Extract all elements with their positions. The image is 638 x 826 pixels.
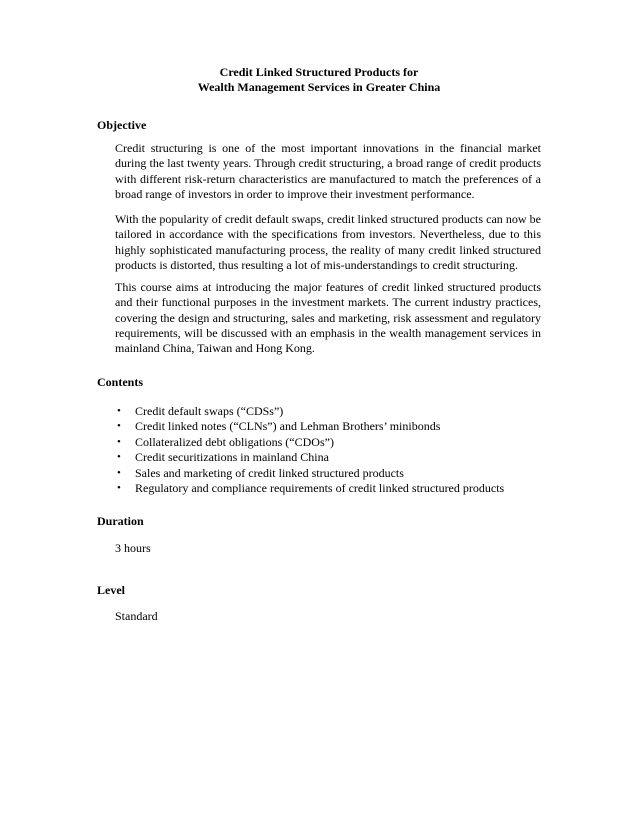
level-value: Standard — [115, 609, 158, 623]
list-item — [115, 466, 541, 481]
document-title-line-1: Credit Linked Structured Products for — [219, 65, 419, 79]
list-item — [115, 404, 541, 419]
list-item-text: Credit default swaps (“CDSs”) — [135, 404, 284, 418]
list-item-text: Regulatory and compliance requirements of credit linked structured products — [135, 481, 505, 496]
list-item — [115, 481, 541, 496]
list-item — [115, 450, 541, 465]
level-heading: Level — [97, 583, 125, 597]
bullet-icon: • — [117, 420, 121, 433]
bullet-icon: • — [117, 451, 121, 464]
duration-value: 3 hours — [115, 541, 151, 555]
contents-list — [115, 404, 541, 496]
objective-paragraph-1: Credit structuring is one of the most important innovations in the financial market during the last twenty years. Through credit structuring, a broad range of credit products with different risk-return characteristics are manufactured to match the preferences of a broad range of investors in order to improve their investment performance. — [115, 141, 541, 201]
list-item-text: Credit linked notes (“CLNs”) and Lehman Brothers’ minibonds — [135, 419, 441, 434]
duration-heading: Duration — [97, 514, 144, 528]
objective-heading: Objective — [97, 118, 147, 132]
bullet-icon: • — [117, 435, 121, 448]
list-item — [115, 419, 541, 434]
list-item-text: Credit securitizations in mainland China — [135, 450, 329, 465]
objective-paragraph-3: This course aims at introducing the major features of credit linked structured products and their functional purposes in the investment markets. The current industry practices, covering the design and structuring, sales and marketing, risk assessment and regulatory requirements, will be discussed with an emphasis in the wealth management services in mainland China, Taiwan and Hong Kong. — [115, 280, 541, 356]
contents-heading: Contents — [97, 375, 144, 389]
list-item-text: Sales and marketing of credit linked structured products — [135, 465, 404, 480]
list-item — [115, 435, 541, 450]
bullet-icon: • — [117, 466, 121, 479]
document-title-line-2: Wealth Management Services in Greater China — [197, 80, 441, 94]
objective-paragraph-2: With the popularity of credit default swaps, credit linked structured products can now be tailored in accordance with the specifications from investors. Nevertheless, due to this highly sophisticated manufacturing process, the reality of many credit linked structured products is distorted, thus resulting a lot of mis-understandings to credit structuring. — [115, 212, 541, 272]
bullet-icon: • — [117, 482, 121, 495]
bullet-icon: • — [117, 405, 121, 417]
list-item-text: Collateralized debt obligations (“CDOs”) — [135, 434, 334, 449]
